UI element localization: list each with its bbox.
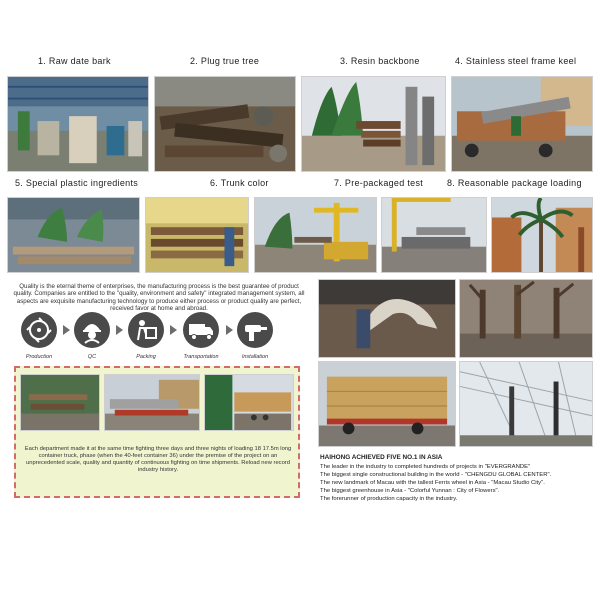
step-label-package-loading: 8. Reasonable package loading [447, 178, 582, 188]
box-icon [128, 312, 164, 348]
photo-container-truck [318, 361, 456, 447]
photo-loading-crane [381, 197, 487, 273]
icon-label-production: Production [25, 354, 53, 360]
photo-trunk-color [145, 197, 249, 273]
arrow-icon [226, 325, 233, 335]
photo-palm-installed [491, 197, 593, 273]
quality-paragraph: Quality is the eternal theme of enterprises, the manufacturing process is the best guarantee of product quality. Companies are entitled to the "quality, environment and safety" integrated management system, all aspects are exquisite manufacturing technology to produce either process or product quality are perfect, received favor at home and abroad. [13, 283, 305, 313]
asia-line: The leader in the industry to completed hundreds of projects in "EVERGRANDE" [320, 464, 531, 470]
asia-title: HAIHONG ACHIEVED FIVE NO.1 IN ASIA [320, 454, 443, 461]
worker-helmet-icon [74, 312, 110, 348]
step-label-plug-true-tree: 2. Plug true tree [190, 56, 260, 66]
step-label-steel-frame-keel: 4. Stainless steel frame keel [455, 56, 577, 66]
step-label-plastic-ingredients: 5. Special plastic ingredients [15, 178, 139, 188]
photo-steel-frame-keel [451, 76, 593, 172]
photo-pre-packaged-test [254, 197, 377, 273]
truck-icon [183, 312, 219, 348]
icon-label-qc: QC [87, 354, 97, 360]
icon-label-installation: Installation [241, 354, 269, 360]
asia-line: The biggest greenhouse in Asia - "Colorful Yunnan : City of Flowers". [320, 488, 500, 494]
shipment-paragraph: Each department made it at the same time fighting three days and three nights of loading 18 17.5m long container truck, phase (when the 40-feet container 36) under the premise of the project on an unprecedented scale, quality and quantity of continuous fighting on time shipments. Reload new record industry history. [24, 446, 292, 473]
icon-label-transportation: Transportation [183, 354, 219, 360]
photo-raw-bark-factory [7, 76, 149, 172]
photo-greenhouse [459, 361, 593, 447]
photo-tree-trunks-workshop [459, 279, 593, 358]
photo-truck-loaded [104, 374, 200, 431]
saw-blade-icon [21, 312, 57, 348]
asia-line: The new landmark of Macau with the tallest Ferris wheel in Asia - "Macau Studio City". [320, 480, 545, 486]
arrow-icon [63, 325, 70, 335]
photo-plug-true-tree [154, 76, 296, 172]
step-label-trunk-color: 6. Trunk color [210, 178, 269, 188]
photo-resin-backbone [301, 76, 446, 172]
photo-dragon-sculpture [318, 279, 456, 358]
asia-line: The forerunner of production capacity in the industry. [320, 496, 458, 502]
photo-workers-loading [204, 374, 294, 431]
step-label-raw-date-bark: 1. Raw date bark [38, 56, 111, 66]
icon-label-packing: Packing [136, 354, 156, 360]
arrow-icon [116, 325, 123, 335]
step-label-resin-backbone: 3. Resin backbone [340, 56, 420, 66]
drill-icon [237, 312, 273, 348]
photo-warehouse-crane [20, 374, 100, 431]
asia-line: The biggest single constructional building in the world - "CHENGDU GLOBAL CENTER". [320, 472, 552, 478]
arrow-icon [170, 325, 177, 335]
step-label-pre-packaged-test: 7. Pre-packaged test [334, 178, 424, 188]
photo-plastic-ingredients [7, 197, 140, 273]
